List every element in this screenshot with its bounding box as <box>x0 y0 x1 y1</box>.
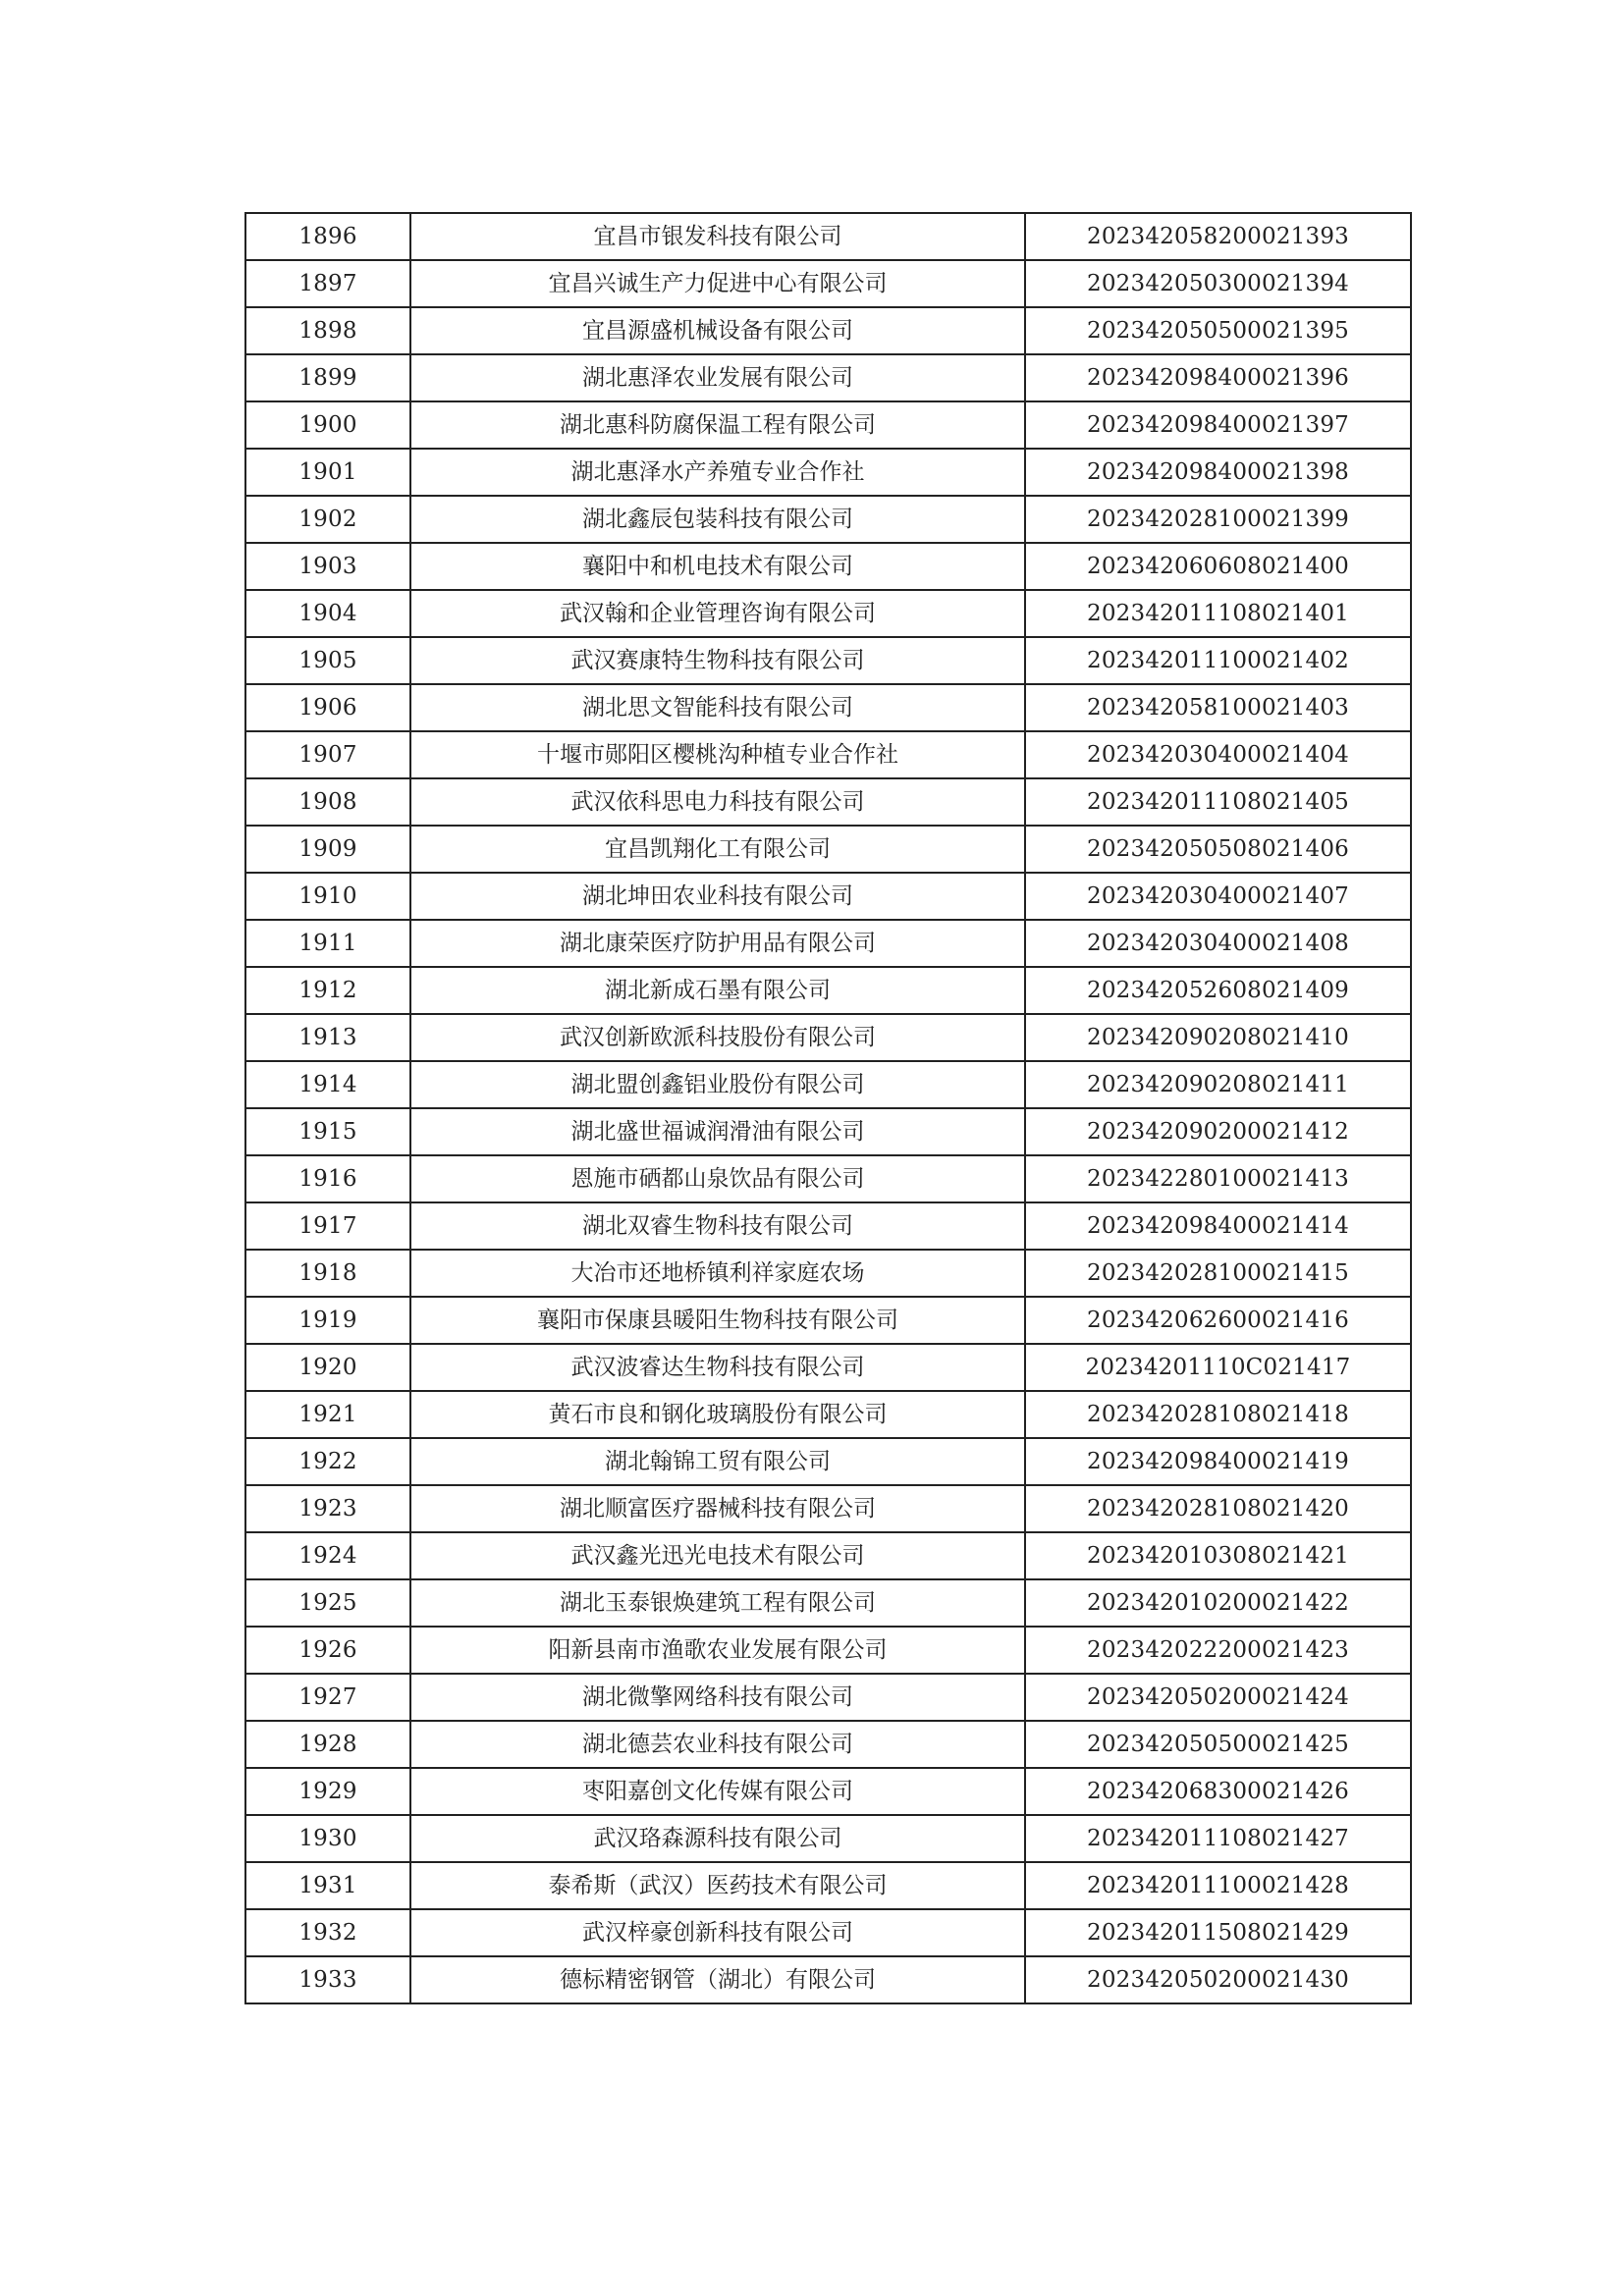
row-number-cell: 1919 <box>245 1297 410 1344</box>
company-name-cell: 枣阳嘉创文化传媒有限公司 <box>410 1768 1025 1815</box>
company-name-cell: 阳新县南市渔歌农业发展有限公司 <box>410 1627 1025 1674</box>
registration-code-cell: 202342030400021408 <box>1025 920 1411 967</box>
row-number-cell: 1922 <box>245 1438 410 1485</box>
row-number-cell: 1908 <box>245 778 410 826</box>
row-number-cell: 1921 <box>245 1391 410 1438</box>
company-name-cell: 湖北惠泽水产养殖专业合作社 <box>410 449 1025 496</box>
company-name-cell: 武汉创新欧派科技股份有限公司 <box>410 1014 1025 1061</box>
registration-code-cell: 202342098400021398 <box>1025 449 1411 496</box>
row-number-cell: 1931 <box>245 1862 410 1909</box>
company-name-cell: 武汉波睿达生物科技有限公司 <box>410 1344 1025 1391</box>
row-number-cell: 1902 <box>245 496 410 543</box>
company-name-cell: 武汉赛康特生物科技有限公司 <box>410 637 1025 684</box>
row-number-cell: 1930 <box>245 1815 410 1862</box>
company-name-cell: 襄阳中和机电技术有限公司 <box>410 543 1025 590</box>
row-number-cell: 1933 <box>245 1956 410 2003</box>
table-row <box>245 1721 1411 1768</box>
registration-code-cell: 202342098400021396 <box>1025 354 1411 401</box>
table-row <box>245 1956 1411 2003</box>
company-name-cell: 湖北坤田农业科技有限公司 <box>410 873 1025 920</box>
row-number-cell: 1923 <box>245 1485 410 1532</box>
company-name-cell: 湖北顺富医疗器械科技有限公司 <box>410 1485 1025 1532</box>
company-name-cell: 湖北盛世福诚润滑油有限公司 <box>410 1108 1025 1155</box>
company-name-cell: 武汉珞森源科技有限公司 <box>410 1815 1025 1862</box>
company-name-cell: 湖北双睿生物科技有限公司 <box>410 1202 1025 1250</box>
company-name-cell: 大冶市还地桥镇利祥家庭农场 <box>410 1250 1025 1297</box>
table-row <box>245 1815 1411 1862</box>
table-row <box>245 543 1411 590</box>
registration-code-cell: 202342011108021405 <box>1025 778 1411 826</box>
registration-code-cell: 202342010308021421 <box>1025 1532 1411 1579</box>
registration-code-cell: 202342090208021411 <box>1025 1061 1411 1108</box>
registration-code-cell: 202342030400021407 <box>1025 873 1411 920</box>
row-number-cell: 1909 <box>245 826 410 873</box>
registration-code-cell: 202342030400021404 <box>1025 731 1411 778</box>
registration-code-cell: 202342011508021429 <box>1025 1909 1411 1956</box>
table-row <box>245 1627 1411 1674</box>
row-number-cell: 1900 <box>245 401 410 449</box>
table-row <box>245 731 1411 778</box>
table-row <box>245 967 1411 1014</box>
table-row <box>245 1768 1411 1815</box>
row-number-cell: 1932 <box>245 1909 410 1956</box>
row-number-cell: 1897 <box>245 260 410 307</box>
table-row <box>245 354 1411 401</box>
company-name-cell: 宜昌兴诚生产力促进中心有限公司 <box>410 260 1025 307</box>
table-row <box>245 637 1411 684</box>
table-row <box>245 1862 1411 1909</box>
row-number-cell: 1915 <box>245 1108 410 1155</box>
company-name-cell: 湖北思文智能科技有限公司 <box>410 684 1025 731</box>
registration-code-cell: 202342098400021419 <box>1025 1438 1411 1485</box>
company-name-cell: 恩施市硒都山泉饮品有限公司 <box>410 1155 1025 1202</box>
registration-code-cell: 202342050500021425 <box>1025 1721 1411 1768</box>
row-number-cell: 1926 <box>245 1627 410 1674</box>
company-name-cell: 湖北鑫辰包装科技有限公司 <box>410 496 1025 543</box>
registration-code-cell: 202342050508021406 <box>1025 826 1411 873</box>
company-name-cell: 宜昌源盛机械设备有限公司 <box>410 307 1025 354</box>
table-row <box>245 449 1411 496</box>
table-row <box>245 1250 1411 1297</box>
company-name-cell: 湖北翰锦工贸有限公司 <box>410 1438 1025 1485</box>
row-number-cell: 1904 <box>245 590 410 637</box>
row-number-cell: 1929 <box>245 1768 410 1815</box>
registration-code-cell: 202342011100021402 <box>1025 637 1411 684</box>
row-number-cell: 1901 <box>245 449 410 496</box>
registration-code-cell: 202342052608021409 <box>1025 967 1411 1014</box>
table-row <box>245 1344 1411 1391</box>
registration-code-cell: 202342090208021410 <box>1025 1014 1411 1061</box>
registration-code-cell: 202342090200021412 <box>1025 1108 1411 1155</box>
registration-code-cell: 202342098400021414 <box>1025 1202 1411 1250</box>
company-name-cell: 黄石市良和钢化玻璃股份有限公司 <box>410 1391 1025 1438</box>
table-row <box>245 1108 1411 1155</box>
company-name-cell: 武汉梓豪创新科技有限公司 <box>410 1909 1025 1956</box>
table-row <box>245 1297 1411 1344</box>
company-name-cell: 宜昌凯翔化工有限公司 <box>410 826 1025 873</box>
row-number-cell: 1896 <box>245 213 410 260</box>
row-number-cell: 1903 <box>245 543 410 590</box>
row-number-cell: 1918 <box>245 1250 410 1297</box>
company-name-cell: 湖北惠泽农业发展有限公司 <box>410 354 1025 401</box>
row-number-cell: 1924 <box>245 1532 410 1579</box>
row-number-cell: 1898 <box>245 307 410 354</box>
table-row <box>245 307 1411 354</box>
registration-code-cell: 202342058100021403 <box>1025 684 1411 731</box>
registration-code-cell: 202342098400021397 <box>1025 401 1411 449</box>
table-row <box>245 496 1411 543</box>
row-number-cell: 1928 <box>245 1721 410 1768</box>
row-number-cell: 1916 <box>245 1155 410 1202</box>
row-number-cell: 1920 <box>245 1344 410 1391</box>
row-number-cell: 1907 <box>245 731 410 778</box>
company-name-cell: 湖北新成石墨有限公司 <box>410 967 1025 1014</box>
company-name-cell: 湖北康荣医疗防护用品有限公司 <box>410 920 1025 967</box>
row-number-cell: 1910 <box>245 873 410 920</box>
table-row <box>245 1014 1411 1061</box>
table-row <box>245 1155 1411 1202</box>
registration-code-cell: 202342028108021418 <box>1025 1391 1411 1438</box>
row-number-cell: 1911 <box>245 920 410 967</box>
table-row <box>245 1579 1411 1627</box>
table-row <box>245 1674 1411 1721</box>
company-name-cell: 泰希斯（武汉）医药技术有限公司 <box>410 1862 1025 1909</box>
registration-code-cell: 202342060608021400 <box>1025 543 1411 590</box>
row-number-cell: 1914 <box>245 1061 410 1108</box>
table-row <box>245 590 1411 637</box>
table-row <box>245 920 1411 967</box>
table-row <box>245 260 1411 307</box>
table-row <box>245 873 1411 920</box>
table-row <box>245 1061 1411 1108</box>
table-row <box>245 1485 1411 1532</box>
company-name-cell: 宜昌市银发科技有限公司 <box>410 213 1025 260</box>
registration-code-cell: 202342050500021395 <box>1025 307 1411 354</box>
table-row <box>245 1202 1411 1250</box>
registration-code-cell: 202342028108021420 <box>1025 1485 1411 1532</box>
table-row <box>245 1532 1411 1579</box>
table-row <box>245 213 1411 260</box>
registration-code-cell: 202342068300021426 <box>1025 1768 1411 1815</box>
table-row <box>245 1909 1411 1956</box>
company-name-cell: 湖北德芸农业科技有限公司 <box>410 1721 1025 1768</box>
table-row <box>245 401 1411 449</box>
row-number-cell: 1917 <box>245 1202 410 1250</box>
registration-code-cell: 202342062600021416 <box>1025 1297 1411 1344</box>
registration-code-cell: 202342011108021401 <box>1025 590 1411 637</box>
table-row <box>245 684 1411 731</box>
registration-code-cell: 202342050200021430 <box>1025 1956 1411 2003</box>
registration-code-cell: 202342022200021423 <box>1025 1627 1411 1674</box>
row-number-cell: 1899 <box>245 354 410 401</box>
company-name-cell: 武汉鑫光迅光电技术有限公司 <box>410 1532 1025 1579</box>
registration-code-cell: 202342010200021422 <box>1025 1579 1411 1627</box>
company-name-cell: 湖北微擎网络科技有限公司 <box>410 1674 1025 1721</box>
registration-code-cell: 202342050200021424 <box>1025 1674 1411 1721</box>
registration-code-cell: 20234201110C021417 <box>1025 1344 1411 1391</box>
company-name-cell: 湖北盟创鑫铝业股份有限公司 <box>410 1061 1025 1108</box>
company-name-cell: 襄阳市保康县暖阳生物科技有限公司 <box>410 1297 1025 1344</box>
row-number-cell: 1905 <box>245 637 410 684</box>
registration-code-cell: 202342058200021393 <box>1025 213 1411 260</box>
company-name-cell: 湖北玉泰银焕建筑工程有限公司 <box>410 1579 1025 1627</box>
table-row <box>245 826 1411 873</box>
registration-code-cell: 202342280100021413 <box>1025 1155 1411 1202</box>
row-number-cell: 1912 <box>245 967 410 1014</box>
registration-code-cell: 202342011108021427 <box>1025 1815 1411 1862</box>
row-number-cell: 1913 <box>245 1014 410 1061</box>
row-number-cell: 1906 <box>245 684 410 731</box>
registry-table <box>244 212 1412 2004</box>
registration-code-cell: 202342050300021394 <box>1025 260 1411 307</box>
registration-code-cell: 202342028100021415 <box>1025 1250 1411 1297</box>
company-name-cell: 湖北惠科防腐保温工程有限公司 <box>410 401 1025 449</box>
table-row <box>245 1438 1411 1485</box>
company-name-cell: 十堰市郧阳区樱桃沟种植专业合作社 <box>410 731 1025 778</box>
registration-code-cell: 202342011100021428 <box>1025 1862 1411 1909</box>
row-number-cell: 1925 <box>245 1579 410 1627</box>
registration-code-cell: 202342028100021399 <box>1025 496 1411 543</box>
registry-table-body <box>245 213 1411 2003</box>
company-name-cell: 武汉翰和企业管理咨询有限公司 <box>410 590 1025 637</box>
table-row <box>245 778 1411 826</box>
company-name-cell: 武汉依科思电力科技有限公司 <box>410 778 1025 826</box>
table-row <box>245 1391 1411 1438</box>
company-name-cell: 德标精密钢管（湖北）有限公司 <box>410 1956 1025 2003</box>
row-number-cell: 1927 <box>245 1674 410 1721</box>
